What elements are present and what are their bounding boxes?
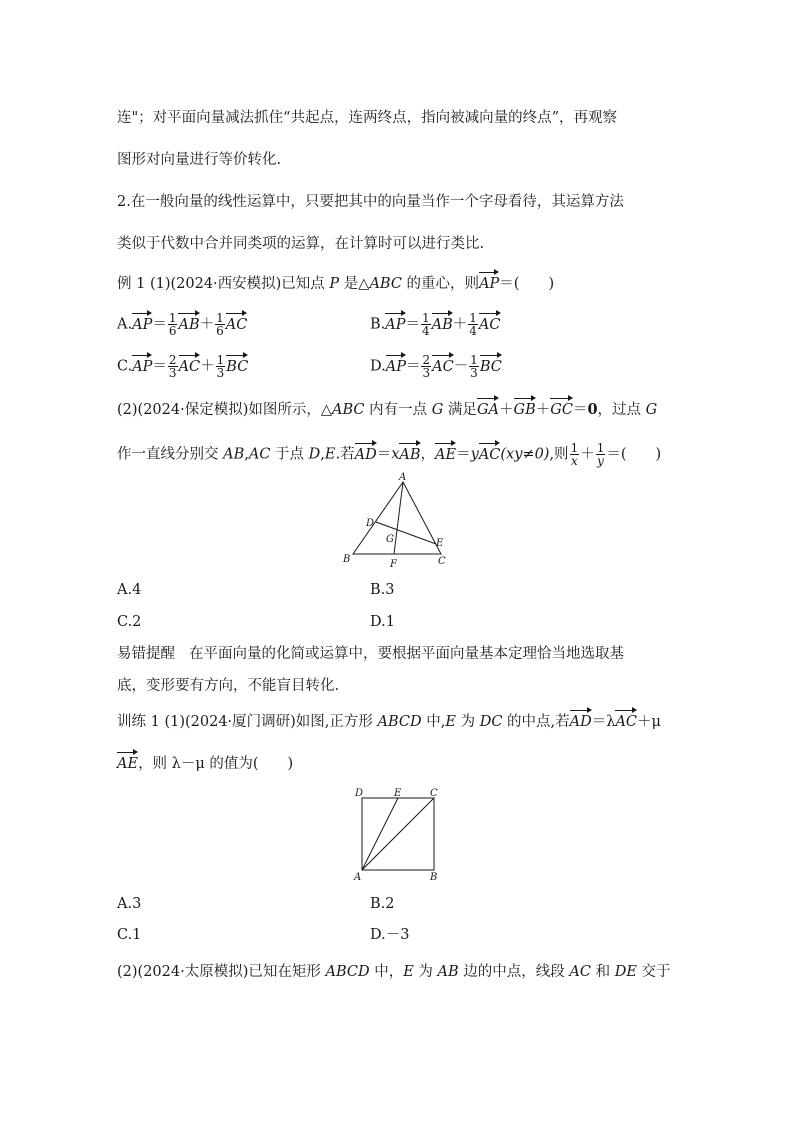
q1-triangle: ABC [369, 276, 402, 292]
coef-1: $\frac{1}{4}$ [422, 311, 430, 338]
t1q2-a: (2)(2024·太原模拟)已知在矩形 [117, 964, 326, 980]
example1-question1 [117, 274, 554, 294]
q2-condition: (xy≠0) [500, 446, 550, 463]
q1-point-p: P [329, 276, 340, 292]
q2-vec-ae: AE [435, 446, 457, 463]
t1q2-seg-de: DE [614, 964, 637, 980]
fig-label-a: A [354, 872, 362, 883]
t1-eq-lambda: ＝λ [591, 714, 616, 730]
q2-vec-ga: GA [476, 402, 499, 418]
q2-eq: ＝ [572, 402, 588, 418]
example1-option-d[interactable]: D.AP＝ $\frac{2}{3}$ AC－ $\frac{1}{3}$ BC [370, 353, 502, 380]
q2-seg-ac: AC [248, 446, 271, 463]
q2-plus: ＋ [535, 402, 551, 418]
q2-l2-b: 于点 [270, 446, 309, 463]
option-op: － [453, 358, 469, 375]
example1-option-c[interactable]: C.AP＝ $\frac{2}{3}$ AC＋ $\frac{1}{3}$ BC [117, 353, 249, 380]
option-lhs: AP [385, 358, 406, 375]
q2-then: ,则 [549, 446, 569, 463]
q2-triangle: ABC [332, 402, 365, 418]
example1-question2-line1 [117, 400, 657, 420]
warning-line-2: 底，变形要有方向，不能盲目转化. [117, 678, 340, 694]
q2-zero-vector: 0 [587, 401, 598, 418]
intro-line-2: 图形对向量进行等价转化. [117, 152, 282, 168]
option-label: C. [117, 358, 133, 375]
example1-q2-option-b[interactable]: B.3 [370, 582, 395, 598]
training1-question2-line1 [117, 962, 671, 982]
t1-l2-text: ，则 λ－μ 的值为( ) [138, 756, 294, 772]
option-vec-2: BC [226, 358, 249, 375]
fig-label-d: D [355, 788, 364, 799]
option-lhs: AP [132, 316, 153, 333]
q2-l2-c: .若 [335, 446, 355, 463]
option-label: A. [117, 316, 133, 333]
coef-2: $\frac{1}{3}$ [216, 353, 225, 380]
q2-frac-1-y: $\frac{1}{y}$ [596, 441, 605, 468]
training1-question1-line1 [117, 712, 661, 732]
q1-end: ＝( ) [499, 276, 555, 292]
coef-1: $\frac{2}{3}$ [168, 353, 177, 380]
t1-vec-ae: AE [117, 756, 139, 772]
option-vec-1: AB [178, 316, 200, 333]
q2-plus: ＋ [580, 446, 595, 463]
t1-square: ABCD [377, 714, 422, 730]
example1-q2-option-a[interactable]: A.4 [117, 582, 142, 598]
warning-title: 易错提醒 [117, 646, 175, 662]
q2-eq: ＝ [456, 446, 471, 463]
fig-label-c: C [438, 556, 446, 567]
option-op: ＋ [199, 316, 215, 333]
q2-vec-gb: GB [513, 402, 536, 418]
coef-1: $\frac{2}{3}$ [422, 353, 431, 380]
option-vec-1: AC [432, 358, 454, 375]
q2-eq: ＝ [376, 446, 392, 463]
q2-frac-1-x: $\frac{1}{x}$ [570, 441, 579, 468]
training1-option-b[interactable]: B.2 [370, 896, 395, 912]
q2-vec-gc: GC [550, 402, 573, 418]
fig-label-a: A [399, 472, 407, 483]
q2-l1-b: 内有一点 [364, 402, 432, 418]
option-op: ＋ [452, 316, 468, 333]
t1q2-seg-ab: AB [437, 964, 459, 980]
t1-l1-c: 为 [455, 714, 480, 730]
t1-plus-mu: ＋μ [637, 714, 661, 730]
q2-l1-d: ，过点 [597, 402, 646, 418]
fig-label-b: B [343, 554, 351, 565]
q2-vec-ab: AB [399, 446, 421, 463]
q2-point-d: D [308, 446, 321, 463]
q2-end: ＝( ) [606, 446, 662, 463]
q1-vector-ap: AP [479, 276, 500, 292]
q2-point-e: E [324, 446, 336, 463]
coef-2: $\frac{1}{3}$ [470, 353, 478, 380]
fig-label-c: C [430, 788, 438, 799]
q2-var-x: x [391, 446, 400, 463]
q2-vec-ac: AC [478, 446, 501, 463]
option-lhs: AP [385, 316, 406, 333]
fig-label-e: E [436, 538, 444, 549]
t1-l1-d: 的中点,若 [502, 714, 570, 730]
coef-2: $\frac{1}{4}$ [469, 311, 477, 338]
example1-q2-option-c[interactable]: C.2 [117, 614, 142, 630]
fig-label-d: D [366, 518, 375, 529]
t1-vec-ad: AD [569, 714, 592, 730]
option-vec-2: BC [479, 358, 502, 375]
example1-q2-option-d[interactable]: D.1 [370, 614, 395, 630]
fig-label-f: F [390, 559, 397, 570]
q2-vec-ad: AD [354, 446, 377, 463]
training1-option-a[interactable]: A.3 [117, 896, 142, 912]
q2-point-g: G [645, 402, 658, 418]
warning-line-1 [117, 644, 624, 664]
q2-point-g: G [431, 402, 444, 418]
t1-l1-b: 中, [421, 714, 446, 730]
q2-comma: , [320, 446, 325, 463]
t1q2-c: 为 [413, 964, 438, 980]
t1q2-tail: 交于 [636, 964, 671, 980]
segment-ae [362, 798, 398, 870]
option-label: D. [370, 358, 386, 375]
q1-prefix: 例 1 (1)(2024·西安模拟)已知点 [117, 276, 330, 292]
training1-option-d[interactable]: D.－3 [370, 927, 410, 943]
t1-point-e: E [445, 714, 456, 730]
option-vec-2: AC [225, 316, 248, 333]
q2-plus: ＋ [499, 402, 514, 418]
warning-text-1: 在平面向量的化简或运算中，要根据平面向量基本定理恰当地选取基 [189, 646, 624, 662]
t1-l1-a: 训练 1 (1)(2024·厦门调研)如图,正方形 [117, 714, 378, 730]
option-vec-1: AB [431, 316, 453, 333]
t1q2-point-e: E [403, 964, 414, 980]
coef-1: $\frac{1}{6}$ [168, 311, 177, 338]
q1-mid: 是△ [339, 276, 370, 292]
t1q2-and: 和 [590, 964, 615, 980]
t1q2-d: 边的中点，线段 [458, 964, 570, 980]
q2-l2-a: 作一直线分别交 [117, 446, 224, 463]
t1q2-rect: ABCD [325, 964, 370, 980]
point2-line-2: 类似于代数中合并同类项的运算，在计算时可以进行类比. [117, 236, 485, 252]
option-vec-2: AC [478, 316, 501, 333]
q2-seg-ab: AB [223, 446, 245, 463]
option-op: ＋ [200, 358, 215, 375]
training1-option-c[interactable]: C.1 [117, 927, 142, 943]
t1-seg-dc: DC [479, 714, 503, 730]
t1q2-seg-ac: AC [569, 964, 591, 980]
example1-option-b[interactable]: B.AP＝ $\frac{1}{4}$ AB＋ $\frac{1}{4}$ AC [370, 311, 501, 338]
intro-line-1: 连"；对平面向量减法抓住“共起点，连两终点，指向被减向量的终点”，再观察 [117, 110, 617, 126]
example1-option-a[interactable]: A.AP＝ $\frac{1}{6}$ AB＋ $\frac{1}{6}$ AC [117, 311, 248, 338]
option-vec-1: AC [178, 358, 201, 375]
coef-2: $\frac{1}{6}$ [216, 311, 224, 338]
triangle-figure [335, 470, 460, 575]
q2-comma: , [244, 446, 249, 463]
q1-tail: 的重心，则 [401, 276, 480, 292]
q2-l1-c: 满足 [443, 402, 477, 418]
q2-sep: ， [420, 446, 436, 463]
fig-label-g: G [386, 534, 394, 545]
example1-question2-line2 [117, 442, 661, 467]
fig-label-e: E [394, 788, 402, 799]
t1q2-b: 中， [369, 964, 404, 980]
fig-label-b: B [430, 872, 438, 883]
option-lhs: AP [132, 358, 153, 375]
line-de [376, 522, 436, 544]
q2-var-y: y [470, 446, 479, 463]
square-figure [350, 784, 450, 884]
option-label: B. [370, 316, 386, 333]
diagonal-ac [362, 798, 434, 870]
t1-vec-ac: AC [615, 714, 638, 730]
point2-line-1: 2.在一般向量的线性运算中，只要把其中的向量当作一个字母看待，其运算方法 [117, 194, 624, 210]
training1-question1-line2 [117, 754, 293, 774]
q2-l1-a: (2)(2024·保定模拟)如图所示，△ [117, 402, 333, 418]
